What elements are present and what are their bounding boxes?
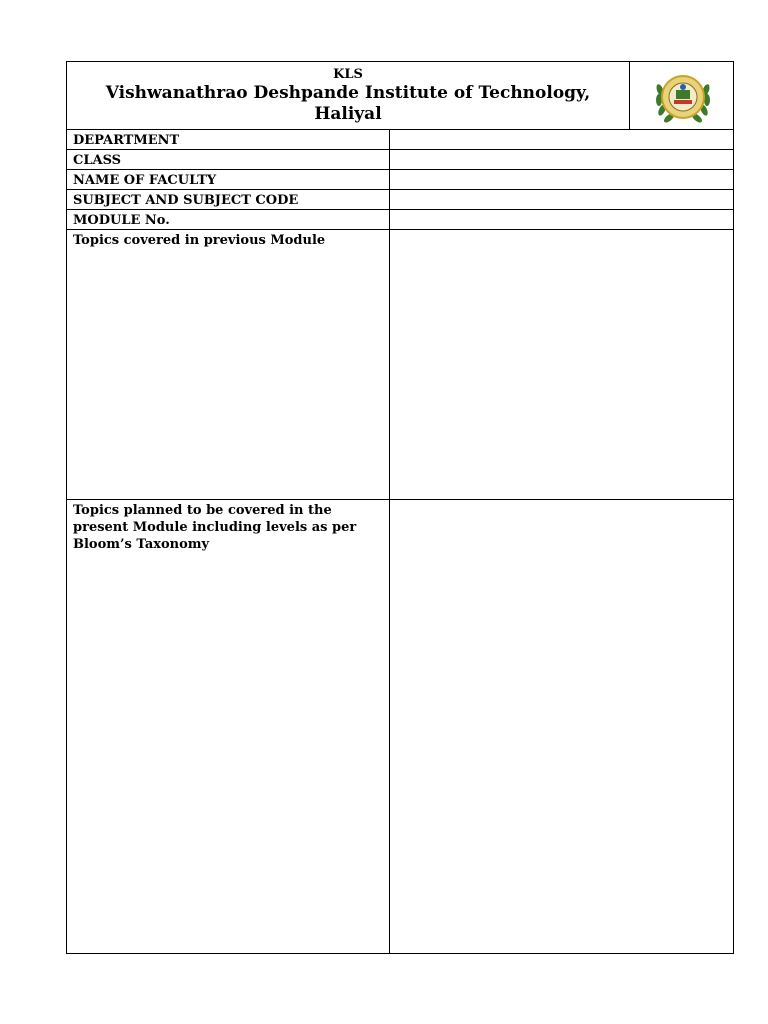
form-row-subject <box>67 190 733 210</box>
subject-value[interactable] <box>390 190 733 209</box>
faculty-label: NAME OF FACULTY <box>67 170 390 189</box>
department-value[interactable] <box>390 130 733 149</box>
lesson-plan-form <box>66 130 734 954</box>
module-value[interactable] <box>390 210 733 229</box>
form-header <box>66 61 734 130</box>
class-value[interactable] <box>390 150 733 169</box>
form-row-previous-topics <box>67 230 733 500</box>
logo-cell <box>629 62 734 129</box>
college-emblem-icon <box>654 68 712 126</box>
planned-topics-label: Topics planned to be covered in the present Module including levels as per Bloom’s Taxonomy <box>67 500 390 953</box>
org-name: KLS <box>333 67 363 82</box>
form-row-planned-topics <box>67 500 733 953</box>
form-row-module <box>67 210 733 230</box>
subject-label: SUBJECT AND SUBJECT CODE <box>67 190 390 209</box>
institute-name-line2: Haliyal <box>314 104 382 124</box>
form-row-department <box>67 130 733 150</box>
class-label: CLASS <box>67 150 390 169</box>
faculty-value[interactable] <box>390 170 733 189</box>
module-label: MODULE No. <box>67 210 390 229</box>
header-title-block <box>67 62 629 129</box>
form-row-faculty <box>67 170 733 190</box>
previous-topics-label: Topics covered in previous Module <box>67 230 390 499</box>
previous-topics-value[interactable] <box>390 230 733 499</box>
planned-topics-value[interactable] <box>390 500 733 953</box>
institute-name-line1: Vishwanathrao Deshpande Institute of Technology, <box>105 83 591 103</box>
form-row-class <box>67 150 733 170</box>
department-label: DEPARTMENT <box>67 130 390 149</box>
